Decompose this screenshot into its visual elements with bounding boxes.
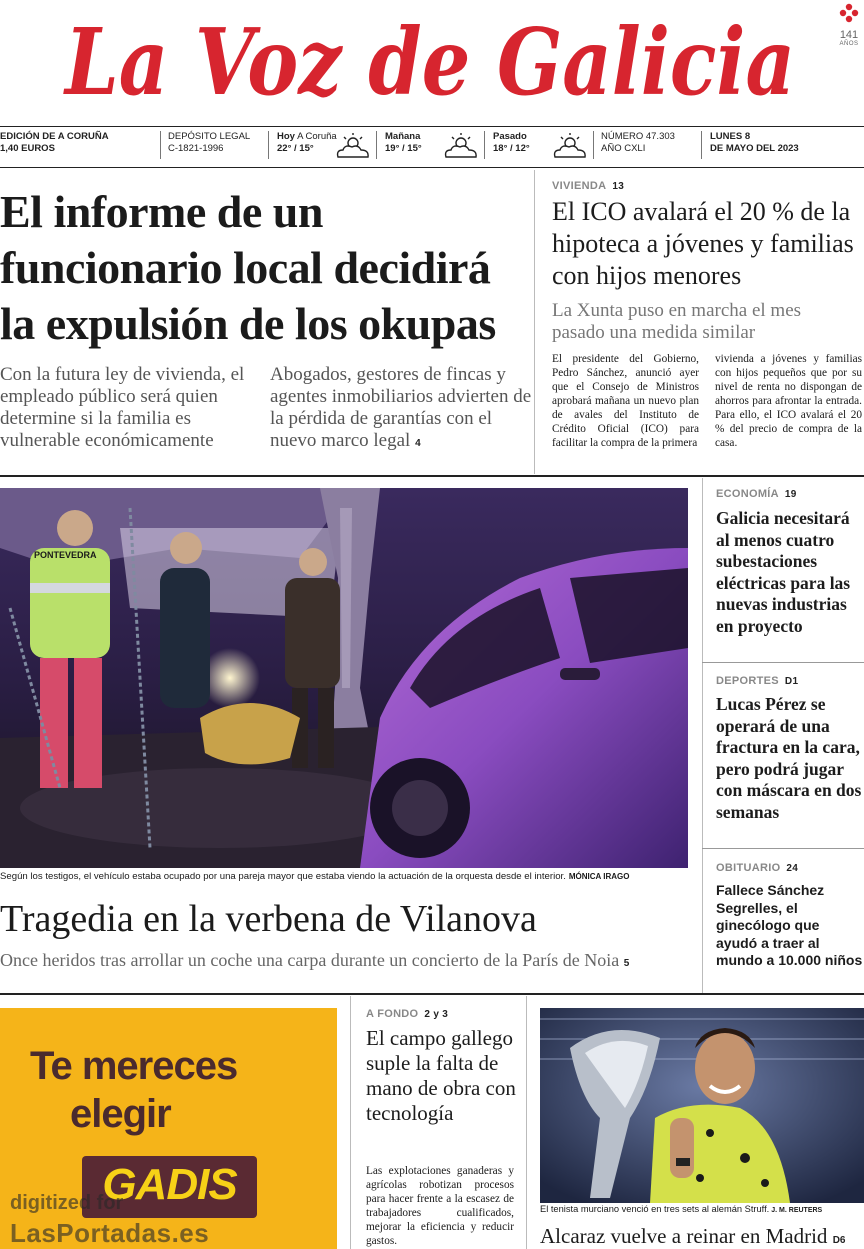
issue-year: AÑO CXLI xyxy=(601,143,646,154)
anniversary-number: 141 xyxy=(839,29,859,41)
kicker-label: OBITUARIO xyxy=(716,862,781,874)
column-divider xyxy=(350,996,351,1249)
caption-text: Según los testigos, el vehículo estaba ocupado por una pareja mayor que estaba viendo la actuación de la orquesta desde el interior. xyxy=(0,871,566,882)
partly-cloudy-icon xyxy=(333,131,373,161)
divider xyxy=(160,131,161,159)
column-divider xyxy=(534,170,535,474)
weather-temps: 19° / 15° xyxy=(385,143,422,154)
deportes-headline[interactable]: Lucas Pérez se operará de una fractura en la cara, pero podrá jugar con máscara en dos semanas xyxy=(716,694,862,822)
tennis-headline-text: Alcaraz vuelve a reinar en Madrid xyxy=(540,1224,828,1248)
vivienda-body-col-1: El presidente del Gobierno, Pedro Sánchez, anunció ayer que el Consejo de Ministros aprobará mañana un nuevo plan de avales del Instituto de Crédito Oficial (ICO) para facilitar la compra de la primera xyxy=(552,353,699,449)
masthead xyxy=(0,0,864,120)
tennis-photo[interactable] xyxy=(540,1008,864,1203)
weather-tomorrow xyxy=(385,131,422,155)
weather-temps: 22° / 15° xyxy=(277,143,314,154)
section-kicker-deportes xyxy=(716,675,798,687)
weather-temps: 18° / 12° xyxy=(493,143,530,154)
issue-number: NÚMERO 47.303 xyxy=(601,131,675,142)
accident-scene-image xyxy=(0,488,688,868)
deposit-value: C-1821-1996 xyxy=(168,143,224,154)
main-photo[interactable] xyxy=(0,488,688,868)
lead-subhead-2-text: Abogados, gestores de fincas y agentes inmobiliarios advierten de la pérdida de garantías con el nuevo marco legal xyxy=(270,364,532,451)
a-fondo-body: Las explotaciones ganaderas y agrícolas robotizan procesos para hacer frente a la escasez de trabajadores cualificados, mejorar la eficiencia y reducir gastos. xyxy=(366,1165,514,1247)
weather-day: Mañana xyxy=(385,131,421,142)
tragedia-headline[interactable]: Tragedia en la verbena de Vilanova xyxy=(0,898,537,940)
divider xyxy=(376,131,377,159)
section-kicker-economia xyxy=(716,488,797,500)
weather-day: Pasado xyxy=(493,131,527,142)
vest-text: PONTEVEDRA xyxy=(34,550,97,560)
sidebar-separator xyxy=(702,662,864,663)
page-reference: 2 y 3 xyxy=(424,1009,449,1020)
tennis-headline[interactable] xyxy=(540,1224,864,1249)
sidebar-separator xyxy=(702,848,864,849)
divider xyxy=(484,131,485,159)
date-line-1: LUNES 8 xyxy=(710,131,751,142)
section-kicker-obituario xyxy=(716,862,798,874)
divider xyxy=(593,131,594,159)
economia-headline[interactable]: Galicia necesitará al menos cuatro subestaciones eléctricas para las nuevas industrias en proyecto xyxy=(716,508,851,636)
section-kicker-a-fondo xyxy=(366,1008,448,1020)
column-divider xyxy=(702,478,703,994)
obituario-headline[interactable]: Fallece Sánchez Segrelles, el ginecólogo que ayudó a traer al mundo a 10.000 niños xyxy=(716,882,863,968)
kicker-label: VIVIENDA xyxy=(552,180,607,192)
watermark-line-2: LasPortadas.es xyxy=(10,1218,210,1248)
vivienda-body-col-2: vivienda a jóvenes y familias con hijos pequeños que por su nivel de renta no dispongan de ahorros para afrontar la entrada. Para ello, el ICO avalará el 20 % del precio de compra de la casa. xyxy=(715,353,862,449)
tragedia-subhead-text: Once heridos tras arrollar un coche una carpa durante un concierto de la París de Noia xyxy=(0,950,620,970)
newspaper-logo[interactable] xyxy=(60,2,800,112)
section-rule xyxy=(0,993,864,995)
section-kicker-vivienda xyxy=(552,180,624,192)
ad-brand-logo: GADIS xyxy=(102,1160,237,1209)
lead-subhead-2 xyxy=(270,364,532,455)
tragedia-subhead xyxy=(0,950,690,971)
page-reference: 24 xyxy=(786,863,799,874)
deposit-label: DEPÓSITO LEGAL xyxy=(168,131,251,142)
edition-label: EDICIÓN DE A CORUÑA xyxy=(0,131,109,142)
photo-credit: J. M. REUTERS xyxy=(771,1207,823,1214)
page-reference: 4 xyxy=(415,438,421,449)
page-reference: 19 xyxy=(784,489,797,500)
issue-block xyxy=(601,131,675,155)
caption-text: El tenista murciano venció en tres sets al alemán Struff. xyxy=(540,1204,770,1214)
divider xyxy=(701,131,702,159)
divider xyxy=(268,131,269,159)
kicker-label: ECONOMÍA xyxy=(716,488,779,500)
a-fondo-headline[interactable]: El campo gallego suple la falta de mano de obra con tecnología xyxy=(366,1026,516,1125)
anniversary-emblem-icon xyxy=(837,2,861,24)
info-bar xyxy=(0,126,864,168)
lead-headline[interactable]: El informe de un funcionario local decidirá la expulsión de los okupas xyxy=(0,186,496,349)
partly-cloudy-icon xyxy=(441,131,481,161)
vivienda-subhead: La Xunta puso en marcha el mes pasado una medida similar xyxy=(552,300,802,343)
lead-subhead-1: Con la futura ley de vivienda, el empleado público será quien determine si la familia es vulnerable económicamente xyxy=(0,364,245,451)
anniversary-label: AÑOS xyxy=(839,41,859,47)
weather-after-tomorrow xyxy=(493,131,530,155)
page-reference: 13 xyxy=(612,181,625,192)
date-line-2: DE MAYO DEL 2023 xyxy=(710,143,799,154)
kicker-label: A FONDO xyxy=(366,1008,419,1020)
tennis-caption xyxy=(540,1204,864,1214)
weather-today xyxy=(277,131,337,155)
page-reference: 5 xyxy=(623,958,630,969)
photo-credit: MÓNICA IRAGO xyxy=(568,872,630,881)
anniversary-badge xyxy=(834,2,864,47)
photo-caption xyxy=(0,871,690,882)
date-block xyxy=(710,131,799,155)
kicker-label: DEPORTES xyxy=(716,675,779,687)
deposit-block xyxy=(168,131,250,155)
watermark-line-1: digitized for xyxy=(10,1192,124,1214)
logo-title: La Voz de Galicia xyxy=(62,8,796,112)
edition-block xyxy=(0,131,109,155)
alcaraz-trophy-image xyxy=(540,1008,864,1203)
column-divider xyxy=(526,996,527,1249)
section-rule xyxy=(0,475,864,477)
ad-slogan-line-1: Te mereces xyxy=(30,1044,238,1088)
page-reference: D6 xyxy=(832,1235,846,1246)
vivienda-headline[interactable]: El ICO avalará el 20 % de la hipoteca a jóvenes y familias con hijos menores xyxy=(552,197,854,290)
price-label: 1,40 EUROS xyxy=(0,143,55,154)
ad-slogan-line-2: elegir xyxy=(70,1092,171,1136)
partly-cloudy-icon xyxy=(550,131,590,161)
page-reference: D1 xyxy=(784,676,799,687)
weather-place: A Coruña xyxy=(297,131,337,142)
weather-day: Hoy xyxy=(277,131,295,142)
